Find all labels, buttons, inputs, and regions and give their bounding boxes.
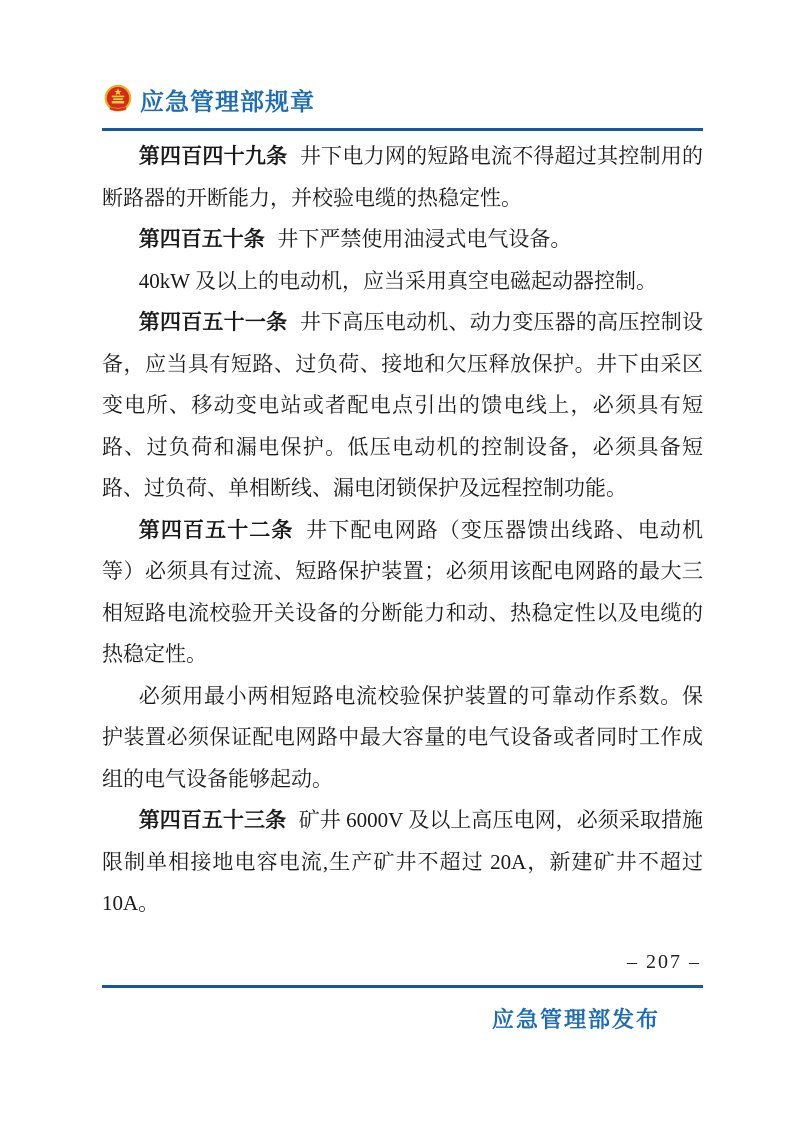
article-text: 井下严禁使用油浸式电气设备。 <box>277 227 572 251</box>
article-number: 第四百五十一条 <box>138 311 288 334</box>
header-rule <box>102 128 703 131</box>
article-paragraph <box>102 510 703 676</box>
article-text: 井下电力网的短路电流不得超过其控制用的断路器的开断能力，并校验电缆的热稳定性。 <box>102 144 704 210</box>
page-number: – 207 – <box>627 951 701 973</box>
page-header <box>102 82 315 116</box>
article-paragraph <box>102 219 703 261</box>
article-text: 必须用最小两相短路电流校验保护装置的可靠动作系数。保护装置必须保证配电网路中最大容量的电气设备或者同时工作成组的电气设备能够起动。 <box>102 683 703 791</box>
publisher-label: 应急管理部发布 <box>491 1007 660 1032</box>
article-number: 第四百五十条 <box>138 228 265 251</box>
document-body <box>102 136 703 925</box>
article-number: 第四百五十三条 <box>138 809 287 832</box>
article-paragraph <box>102 136 703 219</box>
header-title: 应急管理部规章 <box>140 88 315 116</box>
article-text: 矿井 6000V 及以上高压电网，必须采取措施限制单相接地电容电流,生产矿井不超过 20A，新建矿井不超过 10A。 <box>102 808 703 915</box>
article-number: 第四百四十九条 <box>138 145 288 168</box>
article-paragraph <box>102 302 703 510</box>
article-text: 井下配电网路（变压器馈出线路、电动机等）必须具有过流、短路保护装置；必须用该配电网路的最大三相短路电流校验开关设备的分断能力和动、热稳定性以及电缆的热稳定性。 <box>102 517 704 666</box>
article-paragraph <box>102 676 703 801</box>
national-emblem-icon <box>102 83 134 115</box>
article-paragraph <box>102 261 703 303</box>
article-text: 40kW 及以上的电动机，应当采用真空电磁起动器控制。 <box>138 268 657 293</box>
footer-rule <box>102 985 703 988</box>
article-text: 井下高压电动机、动力变压器的高压控制设备，应当具有短路、过负荷、接地和欠压释放保护。井下由采区变电所、移动变电站或者配电点引出的馈电线上，必须具有短路、过负荷和漏电保护。低压电动机的控制设备，必须具备短路、过负荷、单相断线、漏电闭锁保护及远程控制功能。 <box>102 310 704 500</box>
article-paragraph <box>102 800 703 925</box>
article-number: 第四百五十二条 <box>138 518 294 542</box>
